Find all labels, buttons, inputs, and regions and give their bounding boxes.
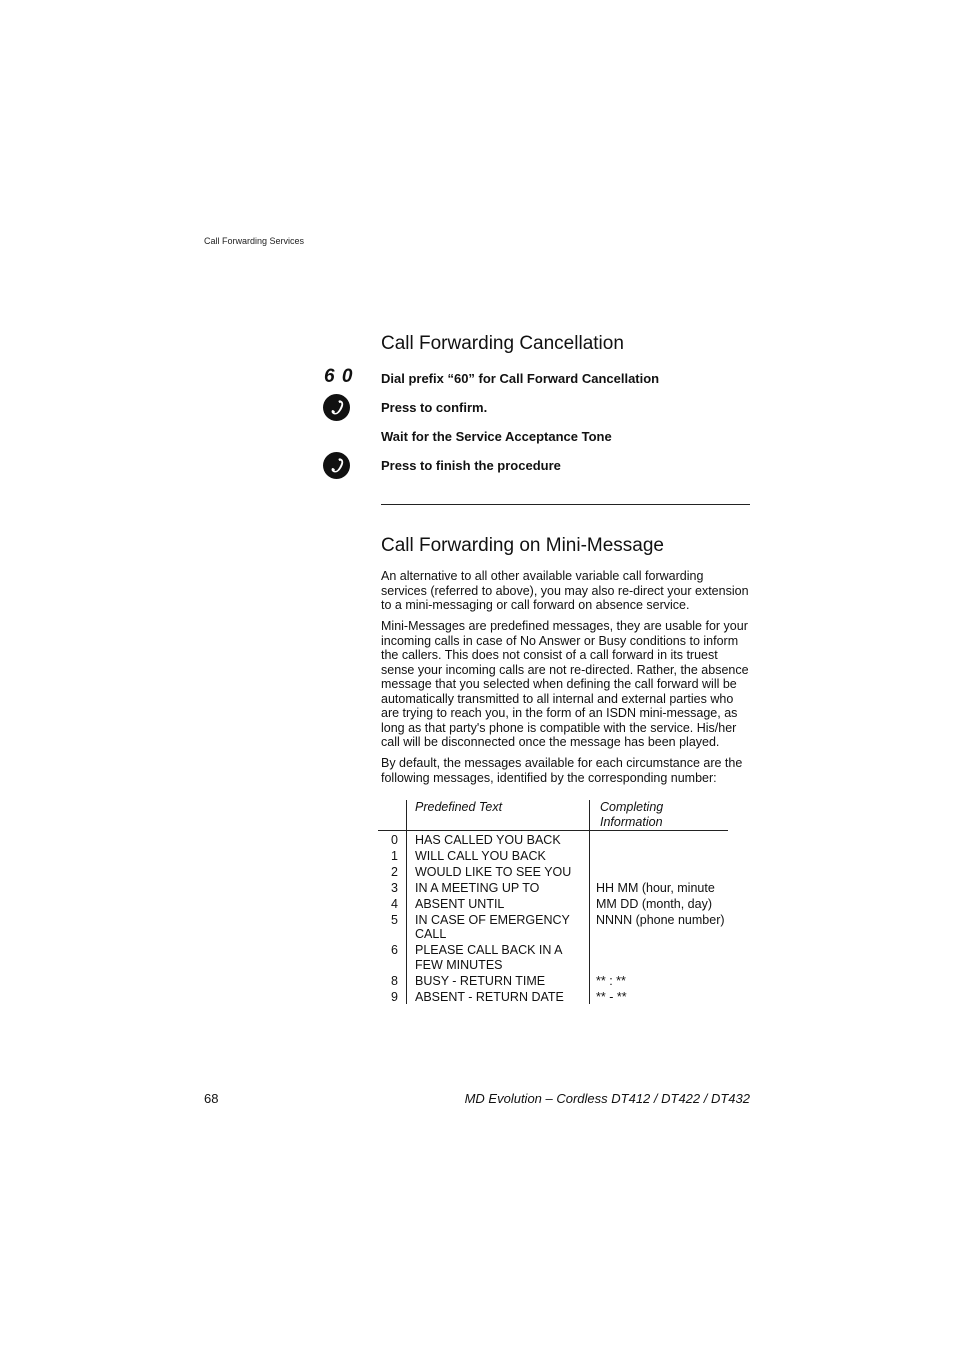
message-number: 0 [378,831,407,848]
message-number: 8 [378,972,407,988]
message-info [590,863,729,879]
message-number: 3 [378,879,407,895]
handset-icon [323,394,350,421]
message-info: NNNN (phone number) [596,912,725,927]
message-text: WOULD LIKE TO SEE YOU [407,863,590,879]
message-number: 5 [378,911,407,942]
message-info [590,942,729,973]
message-text: IN A MEETING UP TO [407,879,590,895]
message-text: PLEASE CALL BACK IN A FEW MINUTES [407,942,590,973]
paragraph-description: Mini-Messages are predefined messages, they are usable for your incoming calls in case of No Answer or Busy conditions to inform the callers. This does not consist of a call forward in its truest sense your incoming calls are not re-directed. Rather, the absence message that you selected when defining the call forward will be automatically transmitted to all internal and external parties who are trying to reach you, in the form of an ISDN mini-message, as long as that party's phone is compatible with the service. His/her call will be disconnected once the message has been played. [381,619,749,749]
header-completing-information: Completing Information [590,800,729,831]
message-text: ABSENT - RETURN DATE [407,988,590,1004]
step-wait-tone: Wait for the Service Acceptance Tone [381,429,612,444]
table-row [378,972,728,988]
message-info: ** - ** [596,989,627,1004]
table-row [378,988,728,1004]
dial-keys: 6 0 [324,366,354,387]
page-number: 68 [204,1091,219,1106]
message-text: BUSY - RETURN TIME [407,972,590,988]
table-row [378,831,728,848]
message-number: 2 [378,863,407,879]
table-row [378,879,728,895]
paragraph-intro: An alternative to all other available variable call forwarding services (referred to above), you may also re-direct your extension to a mini-messaging or call forward on absence service. [381,569,749,612]
table-row [378,895,728,911]
table-row [378,863,728,879]
section-title-mini-message: Call Forwarding on Mini-Message [381,535,664,556]
message-info [590,847,729,863]
header-predefined-text: Predefined Text [407,800,590,831]
section-divider [381,504,750,505]
message-number: 9 [378,988,407,1004]
message-info: HH MM (hour, minute [596,880,715,895]
paragraph-default-messages: By default, the messages available for each circumstance are the following messages, identified by the corresponding number: [381,756,743,785]
section-title-cancellation: Call Forwarding Cancellation [381,333,624,354]
message-info: ** : ** [596,973,626,988]
table-header-row [378,800,728,831]
message-text: ABSENT UNTIL [407,895,590,911]
message-text: HAS CALLED YOU BACK [407,831,590,848]
message-info [590,831,729,848]
message-number: 4 [378,895,407,911]
message-text: IN CASE OF EMERGENCY CALL [407,911,590,942]
step-finish: Press to finish the procedure [381,458,561,473]
step-dial-prefix: Dial prefix “60” for Call Forward Cancellation [381,371,660,386]
message-number: 1 [378,847,407,863]
message-text: WILL CALL YOU BACK [407,847,590,863]
message-number: 6 [378,942,407,973]
step-confirm: Press to confirm. [381,400,488,415]
message-info: MM DD (month, day) [596,896,712,911]
document-title: MD Evolution – Cordless DT412 / DT422 / DT432 [464,1091,750,1106]
mini-message-table [378,800,728,1004]
handset-icon [323,452,350,479]
table-row [378,847,728,863]
table-row [378,942,728,973]
table-row [378,911,728,942]
running-header: Call Forwarding Services [204,236,305,246]
header-number [378,800,407,831]
